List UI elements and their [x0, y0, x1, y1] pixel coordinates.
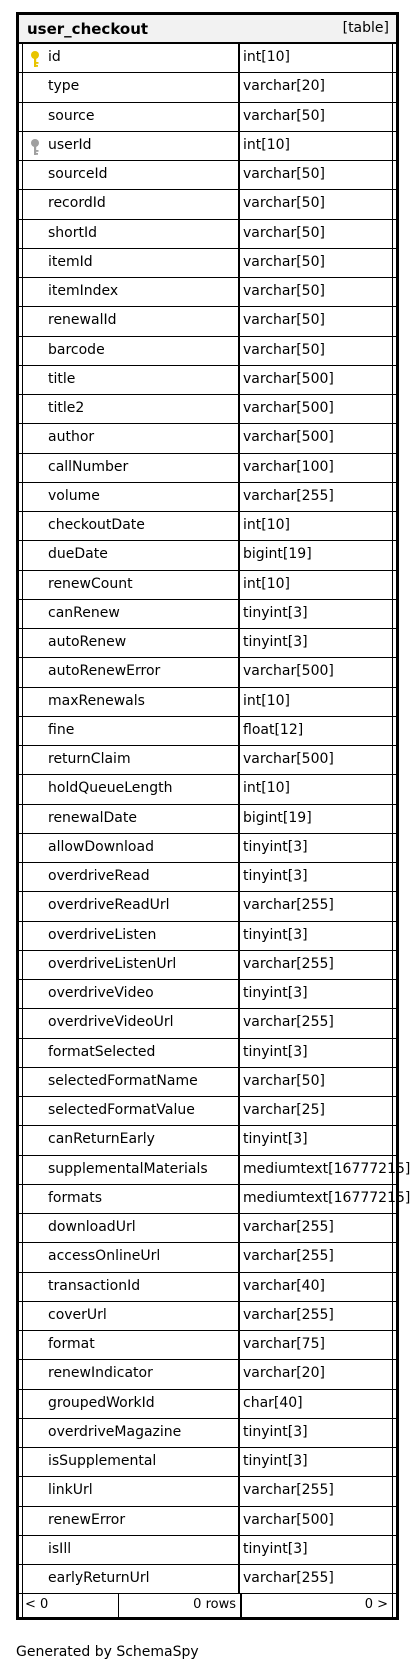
- column-type: tinyint[3]: [243, 604, 308, 621]
- column-name[interactable]: overdriveRead: [48, 868, 150, 884]
- column-name[interactable]: renewError: [48, 1511, 126, 1528]
- column-type: int[10]: [243, 780, 290, 797]
- table-header: [19, 15, 396, 44]
- column-type-cell: [240, 1331, 393, 1359]
- column-name-cell: [22, 1302, 240, 1330]
- table-row: [19, 1507, 396, 1536]
- table-row: [19, 1477, 396, 1506]
- column-name[interactable]: fine: [48, 721, 75, 738]
- column-name-cell: [22, 1039, 240, 1067]
- column-type: varchar[20]: [243, 78, 325, 95]
- column-type: tinyint[3]: [243, 1540, 308, 1557]
- column-name[interactable]: selectedFormatName: [48, 1072, 198, 1089]
- column-name-cell: [22, 483, 240, 511]
- column-name[interactable]: userId: [48, 136, 92, 153]
- column-type-cell: [240, 366, 393, 394]
- column-name-cell: [22, 1390, 240, 1418]
- column-type: varchar[500]: [243, 663, 334, 680]
- column-name[interactable]: maxRenewals: [48, 692, 145, 709]
- column-type-cell: [240, 600, 393, 628]
- column-type-cell: [240, 746, 393, 774]
- column-type-cell: [240, 1507, 393, 1535]
- column-name-cell: [22, 190, 240, 218]
- column-type-cell: [240, 1243, 393, 1271]
- column-name[interactable]: type: [48, 78, 80, 95]
- table-row: [19, 395, 396, 424]
- column-name[interactable]: earlyReturnUrl: [48, 1570, 150, 1586]
- table-row: [19, 73, 396, 102]
- column-name-cell: [22, 424, 240, 452]
- column-name-cell: [22, 307, 240, 335]
- table-row: [19, 1419, 396, 1448]
- column-name-cell: [22, 1419, 240, 1447]
- column-type: varchar[500]: [243, 370, 334, 387]
- table-row: [19, 1273, 396, 1302]
- column-name-cell: [22, 1477, 240, 1505]
- column-type-cell: [240, 190, 393, 218]
- column-type-cell: [240, 1039, 393, 1067]
- column-name-cell: [22, 980, 240, 1008]
- column-type-cell: [240, 483, 393, 511]
- column-type: varchar[500]: [243, 429, 334, 446]
- column-name-cell: [22, 892, 240, 920]
- column-type-cell: [240, 1126, 393, 1154]
- column-type-cell: [240, 541, 393, 569]
- column-name[interactable]: returnClaim: [48, 751, 131, 767]
- column-name[interactable]: linkUrl: [48, 1482, 93, 1499]
- column-name-cell: [22, 1156, 240, 1184]
- generated-by-note: Generated by SchemaSpy: [16, 1644, 199, 1660]
- column-type: mediumtext[16777215]: [243, 1189, 411, 1206]
- table-row: [19, 103, 396, 132]
- column-name-cell: [22, 1360, 240, 1388]
- table-row: [19, 1039, 396, 1068]
- column-name[interactable]: barcode: [48, 341, 105, 358]
- table-row: [19, 834, 396, 863]
- table-row: [19, 337, 396, 366]
- column-name[interactable]: autoRenewError: [48, 663, 161, 680]
- table-row: [19, 571, 396, 600]
- table-name[interactable]: user_checkout: [27, 20, 149, 38]
- column-type-cell: [240, 775, 393, 803]
- column-name-cell: [22, 1009, 240, 1037]
- column-type: varchar[255]: [243, 1482, 334, 1499]
- column-type: varchar[500]: [243, 400, 334, 416]
- column-name[interactable]: selectedFormatValue: [48, 1102, 195, 1118]
- column-name[interactable]: source: [48, 107, 95, 124]
- column-name-cell: [22, 1507, 240, 1535]
- column-type: tinyint[3]: [243, 985, 308, 1001]
- column-name[interactable]: recordId: [48, 195, 106, 212]
- column-type: varchar[25]: [243, 1102, 325, 1118]
- column-type: varchar[255]: [243, 897, 334, 914]
- table-row: [19, 1360, 396, 1389]
- column-type-cell: [240, 307, 393, 335]
- column-name[interactable]: holdQueueLength: [48, 780, 173, 797]
- column-name[interactable]: format: [48, 1336, 95, 1352]
- column-name-cell: [22, 658, 240, 686]
- column-type-cell: [240, 1068, 393, 1096]
- column-type-cell: [240, 249, 393, 277]
- column-name-cell: [22, 1331, 240, 1359]
- column-type-cell: [240, 132, 393, 160]
- table-row: [19, 1126, 396, 1155]
- column-type-cell: [240, 220, 393, 248]
- column-name-cell: [22, 717, 240, 745]
- column-type: tinyint[3]: [243, 1131, 308, 1148]
- table-row: [19, 892, 396, 921]
- column-type-cell: [240, 1185, 411, 1213]
- table-row: [19, 951, 396, 980]
- column-name-cell: [22, 1448, 240, 1476]
- column-type-cell: [240, 73, 393, 101]
- table-row: [19, 1009, 396, 1038]
- column-type: varchar[50]: [243, 341, 325, 358]
- column-name[interactable]: allowDownload: [48, 838, 154, 855]
- column-name[interactable]: itemIndex: [48, 283, 119, 299]
- column-type: bigint[19]: [243, 546, 312, 563]
- column-name-cell: [22, 805, 240, 833]
- foreign-key-icon: [29, 138, 41, 156]
- table-row: [19, 1331, 396, 1360]
- table-row: [19, 190, 396, 219]
- column-type-cell: [240, 1302, 393, 1330]
- table-row: [19, 980, 396, 1009]
- table-row: [19, 249, 396, 278]
- column-type: varchar[50]: [243, 107, 325, 124]
- table-row: [19, 44, 396, 73]
- column-name[interactable]: downloadUrl: [48, 1219, 136, 1235]
- column-name[interactable]: title: [48, 370, 76, 387]
- column-name[interactable]: isSupplemental: [48, 1453, 157, 1469]
- column-type: mediumtext[16777215]: [243, 1160, 411, 1177]
- column-name[interactable]: formats: [48, 1189, 103, 1206]
- table-row: [19, 658, 396, 687]
- table-row: [19, 424, 396, 453]
- column-type-cell: [240, 44, 393, 72]
- table-row: [19, 688, 396, 717]
- column-type: varchar[50]: [243, 312, 325, 329]
- column-name[interactable]: renewalDate: [48, 809, 137, 826]
- column-type-cell: [240, 103, 393, 131]
- column-type-cell: [240, 1360, 393, 1388]
- column-name[interactable]: shortId: [48, 224, 97, 241]
- column-type: int[10]: [243, 49, 290, 65]
- table-row: [19, 1448, 396, 1477]
- column-name[interactable]: checkoutDate: [48, 517, 145, 533]
- column-name-cell: [22, 337, 240, 365]
- table-row: [19, 863, 396, 892]
- table-row: [19, 805, 396, 834]
- parents-count: < 0: [25, 1597, 49, 1613]
- column-name[interactable]: renewalId: [48, 312, 117, 329]
- column-type: varchar[20]: [243, 1365, 325, 1382]
- column-name-cell: [22, 746, 240, 774]
- column-type: varchar[50]: [243, 283, 325, 299]
- column-type: varchar[50]: [243, 166, 325, 182]
- table-row: [19, 220, 396, 249]
- primary-key-icon: [29, 50, 41, 68]
- column-name-cell: [22, 1243, 240, 1271]
- column-name-cell: [22, 571, 240, 599]
- table-row: [19, 483, 396, 512]
- column-name-cell: [22, 1097, 240, 1125]
- table-row: [19, 454, 396, 483]
- column-name-cell: [22, 161, 240, 189]
- column-type: varchar[50]: [243, 1072, 325, 1089]
- column-type-cell: [240, 951, 393, 979]
- children-count-cell: [242, 1594, 393, 1617]
- column-name[interactable]: author: [48, 429, 95, 446]
- column-name-cell: [22, 541, 240, 569]
- column-type: tinyint[3]: [243, 1453, 308, 1469]
- column-name[interactable]: overdriveReadUrl: [48, 897, 170, 914]
- column-name[interactable]: sourceId: [48, 166, 108, 182]
- table-row: [19, 1390, 396, 1419]
- column-name-cell: [22, 629, 240, 657]
- column-name[interactable]: overdriveListenUrl: [48, 955, 177, 972]
- column-name-cell: [22, 103, 240, 131]
- column-name-cell: [22, 132, 240, 160]
- table-row: [19, 278, 396, 307]
- table-row: [19, 1097, 396, 1126]
- column-name-cell: [22, 1068, 240, 1096]
- column-type: tinyint[3]: [243, 634, 308, 650]
- table-type-label: [table]: [342, 20, 389, 36]
- column-name-cell: [22, 1565, 240, 1593]
- column-name[interactable]: volume: [48, 487, 100, 504]
- column-type-cell: [240, 1536, 393, 1564]
- column-type-cell: [240, 629, 393, 657]
- column-type: varchar[255]: [243, 1219, 334, 1235]
- column-type: varchar[255]: [243, 1306, 334, 1323]
- column-type-cell: [240, 892, 393, 920]
- column-name[interactable]: canRenew: [48, 604, 120, 621]
- column-type-cell: [240, 1009, 393, 1037]
- table-footer: [19, 1594, 396, 1617]
- column-name-cell: [22, 951, 240, 979]
- column-name-cell: [22, 1214, 240, 1242]
- column-type-cell: [240, 1565, 393, 1593]
- column-type: tinyint[3]: [243, 868, 308, 884]
- table-row: [19, 366, 396, 395]
- column-name-cell: [22, 775, 240, 803]
- column-type-cell: [240, 1390, 393, 1418]
- column-type: int[10]: [243, 692, 290, 709]
- table-row: [19, 161, 396, 190]
- column-type: varchar[500]: [243, 751, 334, 767]
- column-type: int[10]: [243, 575, 290, 592]
- column-name[interactable]: overdriveVideo: [48, 985, 154, 1001]
- column-name-cell: [22, 454, 240, 482]
- column-name-cell: [22, 44, 240, 72]
- column-type-cell: [240, 1448, 393, 1476]
- column-type-cell: [240, 454, 393, 482]
- table-row: [19, 746, 396, 775]
- column-name-cell: [22, 1185, 240, 1213]
- column-type: int[10]: [243, 136, 290, 153]
- children-count: 0 >: [364, 1597, 388, 1613]
- column-name-cell: [22, 863, 240, 891]
- column-type-cell: [240, 1419, 393, 1447]
- table-row: [19, 307, 396, 336]
- column-type: char[40]: [243, 1394, 303, 1411]
- column-type: tinyint[3]: [243, 926, 308, 943]
- column-type-cell: [240, 1273, 393, 1301]
- column-type: int[10]: [243, 517, 290, 533]
- table-row: [19, 775, 396, 804]
- column-name[interactable]: supplementalMaterials: [48, 1160, 208, 1177]
- column-type-cell: [240, 1477, 393, 1505]
- column-type: tinyint[3]: [243, 1043, 308, 1060]
- column-type-cell: [240, 278, 393, 306]
- column-name-cell: [22, 512, 240, 540]
- column-name-cell: [22, 600, 240, 628]
- user-checkout-table: [16, 12, 411, 1620]
- column-name[interactable]: overdriveListen: [48, 926, 157, 943]
- column-name[interactable]: overdriveVideoUrl: [48, 1014, 174, 1031]
- column-type: varchar[40]: [243, 1277, 325, 1294]
- column-name[interactable]: transactionId: [48, 1277, 141, 1294]
- column-name[interactable]: itemId: [48, 253, 93, 270]
- column-name-cell: [22, 278, 240, 306]
- column-name[interactable]: isIll: [48, 1540, 72, 1557]
- column-name-cell: [22, 395, 240, 423]
- column-name[interactable]: title2: [48, 400, 85, 416]
- column-name[interactable]: callNumber: [48, 458, 129, 475]
- table-row: [19, 1156, 411, 1185]
- table-row: [19, 1185, 411, 1214]
- row-count: 0 rows: [193, 1597, 236, 1613]
- column-type-cell: [240, 571, 393, 599]
- table-row: [19, 717, 396, 746]
- column-type: varchar[100]: [243, 458, 334, 475]
- table-row: [19, 600, 396, 629]
- column-type-cell: [240, 512, 393, 540]
- column-type-cell: [240, 337, 393, 365]
- column-name[interactable]: canReturnEarly: [48, 1131, 155, 1148]
- column-name[interactable]: id: [48, 49, 61, 65]
- column-type: varchar[255]: [243, 1570, 334, 1586]
- column-name-cell: [22, 249, 240, 277]
- column-type-cell: [240, 805, 393, 833]
- column-type-cell: [240, 395, 393, 423]
- column-type-cell: [240, 1097, 393, 1125]
- column-type: varchar[255]: [243, 1014, 334, 1031]
- table-row: [19, 1068, 396, 1097]
- column-name-cell: [22, 834, 240, 862]
- column-name-cell: [22, 1273, 240, 1301]
- column-list: [19, 44, 411, 1594]
- column-type-cell: [240, 688, 393, 716]
- column-name[interactable]: renewIndicator: [48, 1365, 153, 1382]
- column-name[interactable]: groupedWorkId: [48, 1394, 155, 1411]
- column-name-cell: [22, 922, 240, 950]
- column-name[interactable]: coverUrl: [48, 1306, 107, 1323]
- table-row: [19, 629, 396, 658]
- column-name[interactable]: renewCount: [48, 575, 133, 592]
- column-name-cell: [22, 1126, 240, 1154]
- column-type-cell: [240, 922, 393, 950]
- table-row: [19, 512, 396, 541]
- table-row: [19, 1536, 396, 1565]
- row-count-cell: [119, 1594, 242, 1617]
- column-type-cell: [240, 424, 393, 452]
- column-type: varchar[75]: [243, 1336, 325, 1352]
- table-row: [19, 922, 396, 951]
- column-name-cell: [22, 366, 240, 394]
- table-row: [19, 1565, 396, 1594]
- column-type: tinyint[3]: [243, 1423, 308, 1440]
- column-name[interactable]: formatSelected: [48, 1043, 156, 1060]
- column-type: varchar[50]: [243, 253, 325, 270]
- column-name[interactable]: autoRenew: [48, 634, 127, 650]
- parents-count-cell: [22, 1594, 119, 1617]
- column-type-cell: [240, 717, 393, 745]
- column-name-cell: [22, 73, 240, 101]
- table-row: [19, 541, 396, 570]
- column-type: varchar[50]: [243, 195, 325, 212]
- column-type: tinyint[3]: [243, 838, 308, 855]
- column-type: bigint[19]: [243, 809, 312, 826]
- column-type-cell: [240, 658, 393, 686]
- table-row: [19, 1214, 396, 1243]
- column-type: varchar[500]: [243, 1511, 334, 1528]
- column-type: float[12]: [243, 721, 304, 738]
- column-name[interactable]: accessOnlineUrl: [48, 1248, 161, 1265]
- column-type: varchar[255]: [243, 1248, 334, 1265]
- column-name[interactable]: overdriveMagazine: [48, 1423, 182, 1440]
- column-type-cell: [240, 834, 393, 862]
- table-row: [19, 132, 396, 161]
- column-type-cell: [240, 1156, 411, 1184]
- column-type: varchar[50]: [243, 224, 325, 241]
- column-name-cell: [22, 220, 240, 248]
- column-type-cell: [240, 863, 393, 891]
- column-type: varchar[255]: [243, 955, 334, 972]
- table-row: [19, 1243, 396, 1272]
- column-type-cell: [240, 1214, 393, 1242]
- column-name-cell: [22, 688, 240, 716]
- column-type-cell: [240, 161, 393, 189]
- column-type-cell: [240, 980, 393, 1008]
- table-row: [19, 1302, 396, 1331]
- column-name[interactable]: dueDate: [48, 546, 108, 563]
- column-type: varchar[255]: [243, 487, 334, 504]
- column-name-cell: [22, 1536, 240, 1564]
